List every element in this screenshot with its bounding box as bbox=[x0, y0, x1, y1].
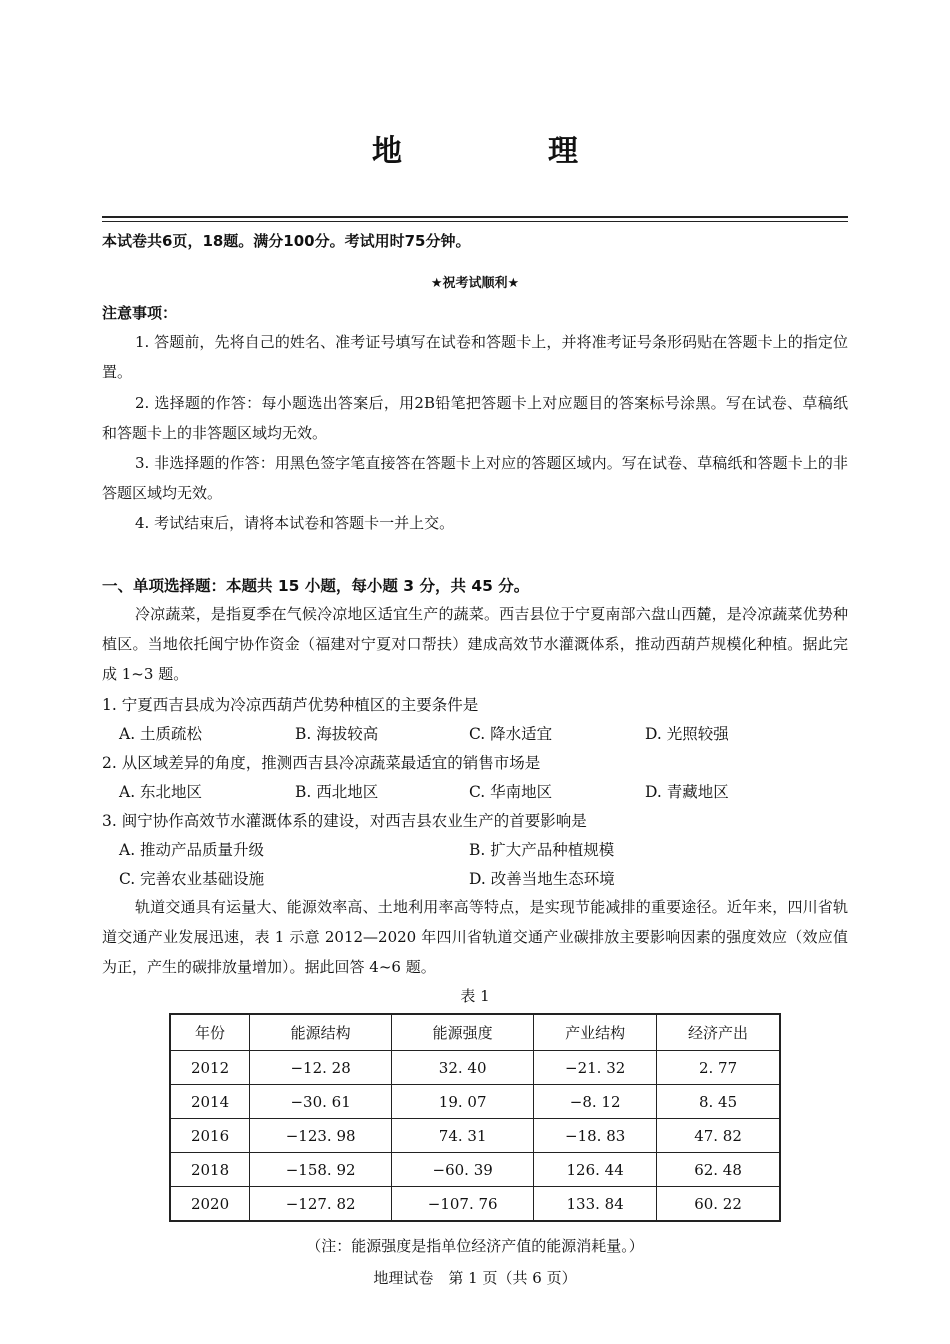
q2-option-a: A. 东北地区 bbox=[119, 783, 203, 801]
section-heading: 一、单项选择题：本题共 15 小题，每小题 3 分，共 45 分。 bbox=[102, 577, 530, 595]
table-cell: −60. 39 bbox=[392, 1153, 534, 1187]
good-luck-line: ★祝考试顺利★ bbox=[430, 276, 520, 291]
data-table bbox=[169, 1013, 781, 1222]
q3-option-a: A. 推动产品质量升级 bbox=[119, 841, 265, 859]
table-cell: 133. 84 bbox=[534, 1187, 657, 1222]
table-cell: 126. 44 bbox=[534, 1153, 657, 1187]
exam-info: 本试卷共6页，18题。满分100分。考试用时75分钟。 bbox=[102, 232, 471, 250]
table-cell: 74. 31 bbox=[392, 1119, 534, 1153]
table-row bbox=[170, 1119, 780, 1153]
passage-1: 冷凉蔬菜，是指夏季在气候冷凉地区适宜生产的蔬菜。西吉县位于宁夏南部六盘山西麓，是冷凉蔬菜优势种植区。当地依托闽宁协作资金（福建对宁夏对口帮扶）建成高效节水灌溉体系，推动西葫芦规模化种植。据此完成 1~3 题。 bbox=[102, 605, 848, 683]
table-cell: 2018 bbox=[170, 1153, 250, 1187]
q1-option-d: D. 光照较强 bbox=[645, 725, 729, 743]
header-cell: 产业结构 bbox=[534, 1014, 657, 1051]
table-cell: −8. 12 bbox=[534, 1085, 657, 1119]
table-cell: 2020 bbox=[170, 1187, 250, 1222]
table-cell: −158. 92 bbox=[250, 1153, 392, 1187]
q3-option-c: C. 完善农业基础设施 bbox=[119, 870, 265, 888]
notes-title: 注意事项： bbox=[102, 304, 178, 322]
table-cell: 47. 82 bbox=[657, 1119, 780, 1153]
table-row bbox=[170, 1051, 780, 1085]
note-item-3: 3. 非选择题的作答：用黑色签字笔直接答在答题卡上对应的答题区域内。写在试卷、草稿纸和答题卡上的非答题区域均无效。 bbox=[102, 454, 848, 502]
table-cell: 2012 bbox=[170, 1051, 250, 1085]
q2-option-c: C. 华南地区 bbox=[469, 783, 553, 801]
header-cell: 能源强度 bbox=[392, 1014, 534, 1051]
header-rule-thick bbox=[102, 216, 848, 218]
note-item-4: 4. 考试结束后，请将本试卷和答题卡一并上交。 bbox=[135, 514, 455, 532]
q3-option-b: B. 扩大产品种植规模 bbox=[469, 841, 615, 859]
q2-option-d: D. 青藏地区 bbox=[645, 783, 729, 801]
passage-2: 轨道交通具有运量大、能源效率高、土地利用率高等特点，是实现节能减排的重要途径。近年来，四川省轨道交通产业发展迅速，表 1 示意 2012—2020 年四川省轨道交通产业碳排放主要影响因素的强度效应（效应值为正，产生的碳排放量增加）。据此回答 4~6 题。 bbox=[102, 898, 848, 976]
page-footer: 地理试卷 第 1 页（共 6 页） bbox=[373, 1269, 577, 1287]
q3-option-d: D. 改善当地生态环境 bbox=[469, 870, 615, 888]
q2-option-b: B. 西北地区 bbox=[295, 783, 379, 801]
header-cell: 年份 bbox=[170, 1014, 250, 1051]
table-cell: −18. 83 bbox=[534, 1119, 657, 1153]
table-cell: −30. 61 bbox=[250, 1085, 392, 1119]
table-cell: 2016 bbox=[170, 1119, 250, 1153]
table-row bbox=[170, 1187, 780, 1222]
table-cell: 2014 bbox=[170, 1085, 250, 1119]
table-cell: 60. 22 bbox=[657, 1187, 780, 1222]
table-row bbox=[170, 1085, 780, 1119]
q1-option-b: B. 海拔较高 bbox=[295, 725, 379, 743]
note-item-2: 2. 选择题的作答：每小题选出答案后，用2B铅笔把答题卡上对应题目的答案标号涂黑。写在试卷、草稿纸和答题卡上的非答题区域均无效。 bbox=[102, 394, 848, 442]
header-rule-thin bbox=[102, 221, 848, 222]
table-cell: −127. 82 bbox=[250, 1187, 392, 1222]
table-title: 表 1 bbox=[460, 987, 490, 1005]
question-3-stem: 3. 闽宁协作高效节水灌溉体系的建设，对西吉县农业生产的首要影响是 bbox=[102, 812, 587, 830]
table-cell: 8. 45 bbox=[657, 1085, 780, 1119]
table-row bbox=[170, 1153, 780, 1187]
table-note: （注：能源强度是指单位经济产值的能源消耗量。） bbox=[306, 1237, 644, 1255]
q1-option-c: C. 降水适宜 bbox=[469, 725, 553, 743]
note-item-1: 1. 答题前，先将自己的姓名、准考证号填写在试卷和答题卡上，并将准考证号条形码贴在答题卡上的指定位置。 bbox=[102, 333, 848, 381]
table-cell: −123. 98 bbox=[250, 1119, 392, 1153]
table-cell: 2. 77 bbox=[657, 1051, 780, 1085]
question-1-stem: 1. 宁夏西吉县成为冷凉西葫芦优势种植区的主要条件是 bbox=[102, 696, 479, 714]
table-cell: 62. 48 bbox=[657, 1153, 780, 1187]
table-cell: −107. 76 bbox=[392, 1187, 534, 1222]
table-cell: −21. 32 bbox=[534, 1051, 657, 1085]
table-cell: 19. 07 bbox=[392, 1085, 534, 1119]
header-cell: 经济产出 bbox=[657, 1014, 780, 1051]
q1-option-a: A. 土质疏松 bbox=[119, 725, 203, 743]
table-cell: 32. 40 bbox=[392, 1051, 534, 1085]
header-cell: 能源结构 bbox=[250, 1014, 392, 1051]
question-2-stem: 2. 从区域差异的角度，推测西吉县冷凉蔬菜最适宜的销售市场是 bbox=[102, 754, 541, 772]
page-title: 地 理 bbox=[372, 134, 636, 169]
table-cell: −12. 28 bbox=[250, 1051, 392, 1085]
table-header-row bbox=[170, 1014, 780, 1051]
